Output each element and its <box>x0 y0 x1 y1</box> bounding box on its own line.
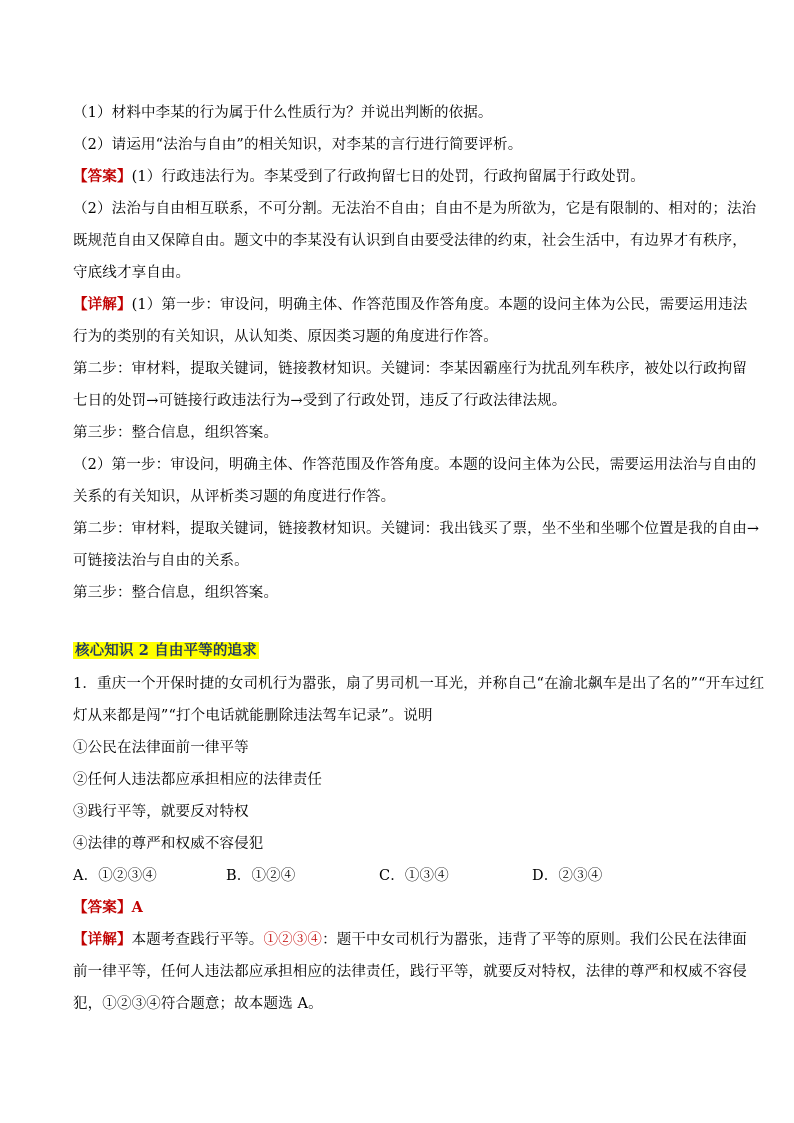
answer-text-1: (1）行政违法行为。李某受到了行政拘留七日的处罚，行政拘留属于行政处罚。 <box>131 169 645 185</box>
statement-1: ①公民在法律面前一律平等 <box>73 740 249 756</box>
answer-block-1 <box>73 161 723 194</box>
detail-tag: 【详解】 <box>73 931 132 948</box>
answer-text-2-line-3: 守底线才享自由。 <box>73 265 191 281</box>
question-detail-line-2: 前一律平等，任何人违法都应承担相应的法律责任，践行平等，就要反对特权，法律的尊严和权威不容侵 <box>73 964 747 980</box>
detail-text-1-line-1: (1）第一步：审设问，明确主体、作答范围及作答角度。本题的设问主体为公民，需要运用违法 <box>131 297 748 313</box>
question-stem-line-2: 灯从来都是闯”“打个电话就能删除违法驾车记录”。说明 <box>73 708 433 724</box>
answer-tag: 【答案】 <box>73 168 132 185</box>
question-detail-line-3: 犯，①②③④符合题意；故本题选 A。 <box>73 996 323 1012</box>
detail-text-2-line-2: 关系的有关知识，从评析类习题的角度进行作答。 <box>73 489 396 505</box>
question-detail-line-1 <box>73 924 747 957</box>
answer-value: A <box>131 899 144 916</box>
answer-text-2-line-1: （2）法治与自由相互联系，不可分割。无法治不自由；自由不是为所欲为，它是有限制的、相对的；法治 <box>73 201 757 217</box>
step-2b-line-1: 第二步：审材料，提取关键词，链接教材知识。关键词：我出钱买了票，坐不坐和坐哪个位置是我的自由→ <box>73 521 760 537</box>
step-2-line-1: 第二步：审材料，提取关键词，链接教材知识。关键词：李某因霸座行为扰乱列车秩序，被处以行政拘留 <box>73 361 747 377</box>
section-heading <box>73 635 723 668</box>
step-3: 第三步：整合信息，组织答案。 <box>73 425 279 441</box>
detail-text-1-line-2: 行为的类别的有关知识，从认知类、原因类习题的角度进行作答。 <box>73 329 498 345</box>
question-part-1: （1）材料中李某的行为属于什么性质行为？并说出判断的依据。 <box>73 105 493 121</box>
statement-3: ③践行平等，就要反对特权 <box>73 804 249 820</box>
detail-highlight: ①②③④ <box>263 932 323 948</box>
answer-tag: 【答案】 <box>73 899 132 916</box>
section-title: 核心知识 2 自由平等的追求 <box>75 642 257 659</box>
statement-2: ②任何人违法都应承担相应的法律责任 <box>73 772 323 788</box>
statement-4: ④法律的尊严和权威不容侵犯 <box>73 836 264 852</box>
step-2-line-2: 七日的处罚→可链接行政违法行为→受到了行政处罚，违反了行政法律法规。 <box>73 393 567 409</box>
detail-intro: 本题考查践行平等。 <box>131 932 264 948</box>
detail-text-2-line-1: （2）第一步：审设问，明确主体、作答范围及作答角度。本题的设问主体为公民，需要运用法治与自由的 <box>73 457 757 473</box>
detail-block-1 <box>73 289 748 322</box>
question-part-2: （2）请运用“法治与自由”的相关知识，对李某的言行进行简要评析。 <box>73 137 523 153</box>
option-b: B．①②④ <box>226 868 296 884</box>
answer-options <box>73 860 723 893</box>
answer-text-2-line-2: 既规范自由又保障自由。题文中的李某没有认识到自由要受法律的约束，社会生活中，有边界才有秩序， <box>73 233 747 249</box>
step-2b-line-2: 可链接法治与自由的关系。 <box>73 553 249 569</box>
step-3b: 第三步：整合信息，组织答案。 <box>73 585 279 601</box>
option-c: C．①③④ <box>379 868 449 884</box>
question-stem-line-1: 1．重庆一个开保时捷的女司机行为嚣张，扇了男司机一耳光，并称自己“在渝北飙车是出了名的”“开车过红 <box>73 676 765 692</box>
question-answer <box>73 892 723 925</box>
detail-rest: ：题干中女司机行为嚣张，违背了平等的原则。我们公民在法律面 <box>322 932 747 948</box>
detail-tag: 【详解】 <box>73 296 132 313</box>
option-a: A．①②③④ <box>73 868 157 884</box>
option-d: D．②③④ <box>532 868 603 884</box>
